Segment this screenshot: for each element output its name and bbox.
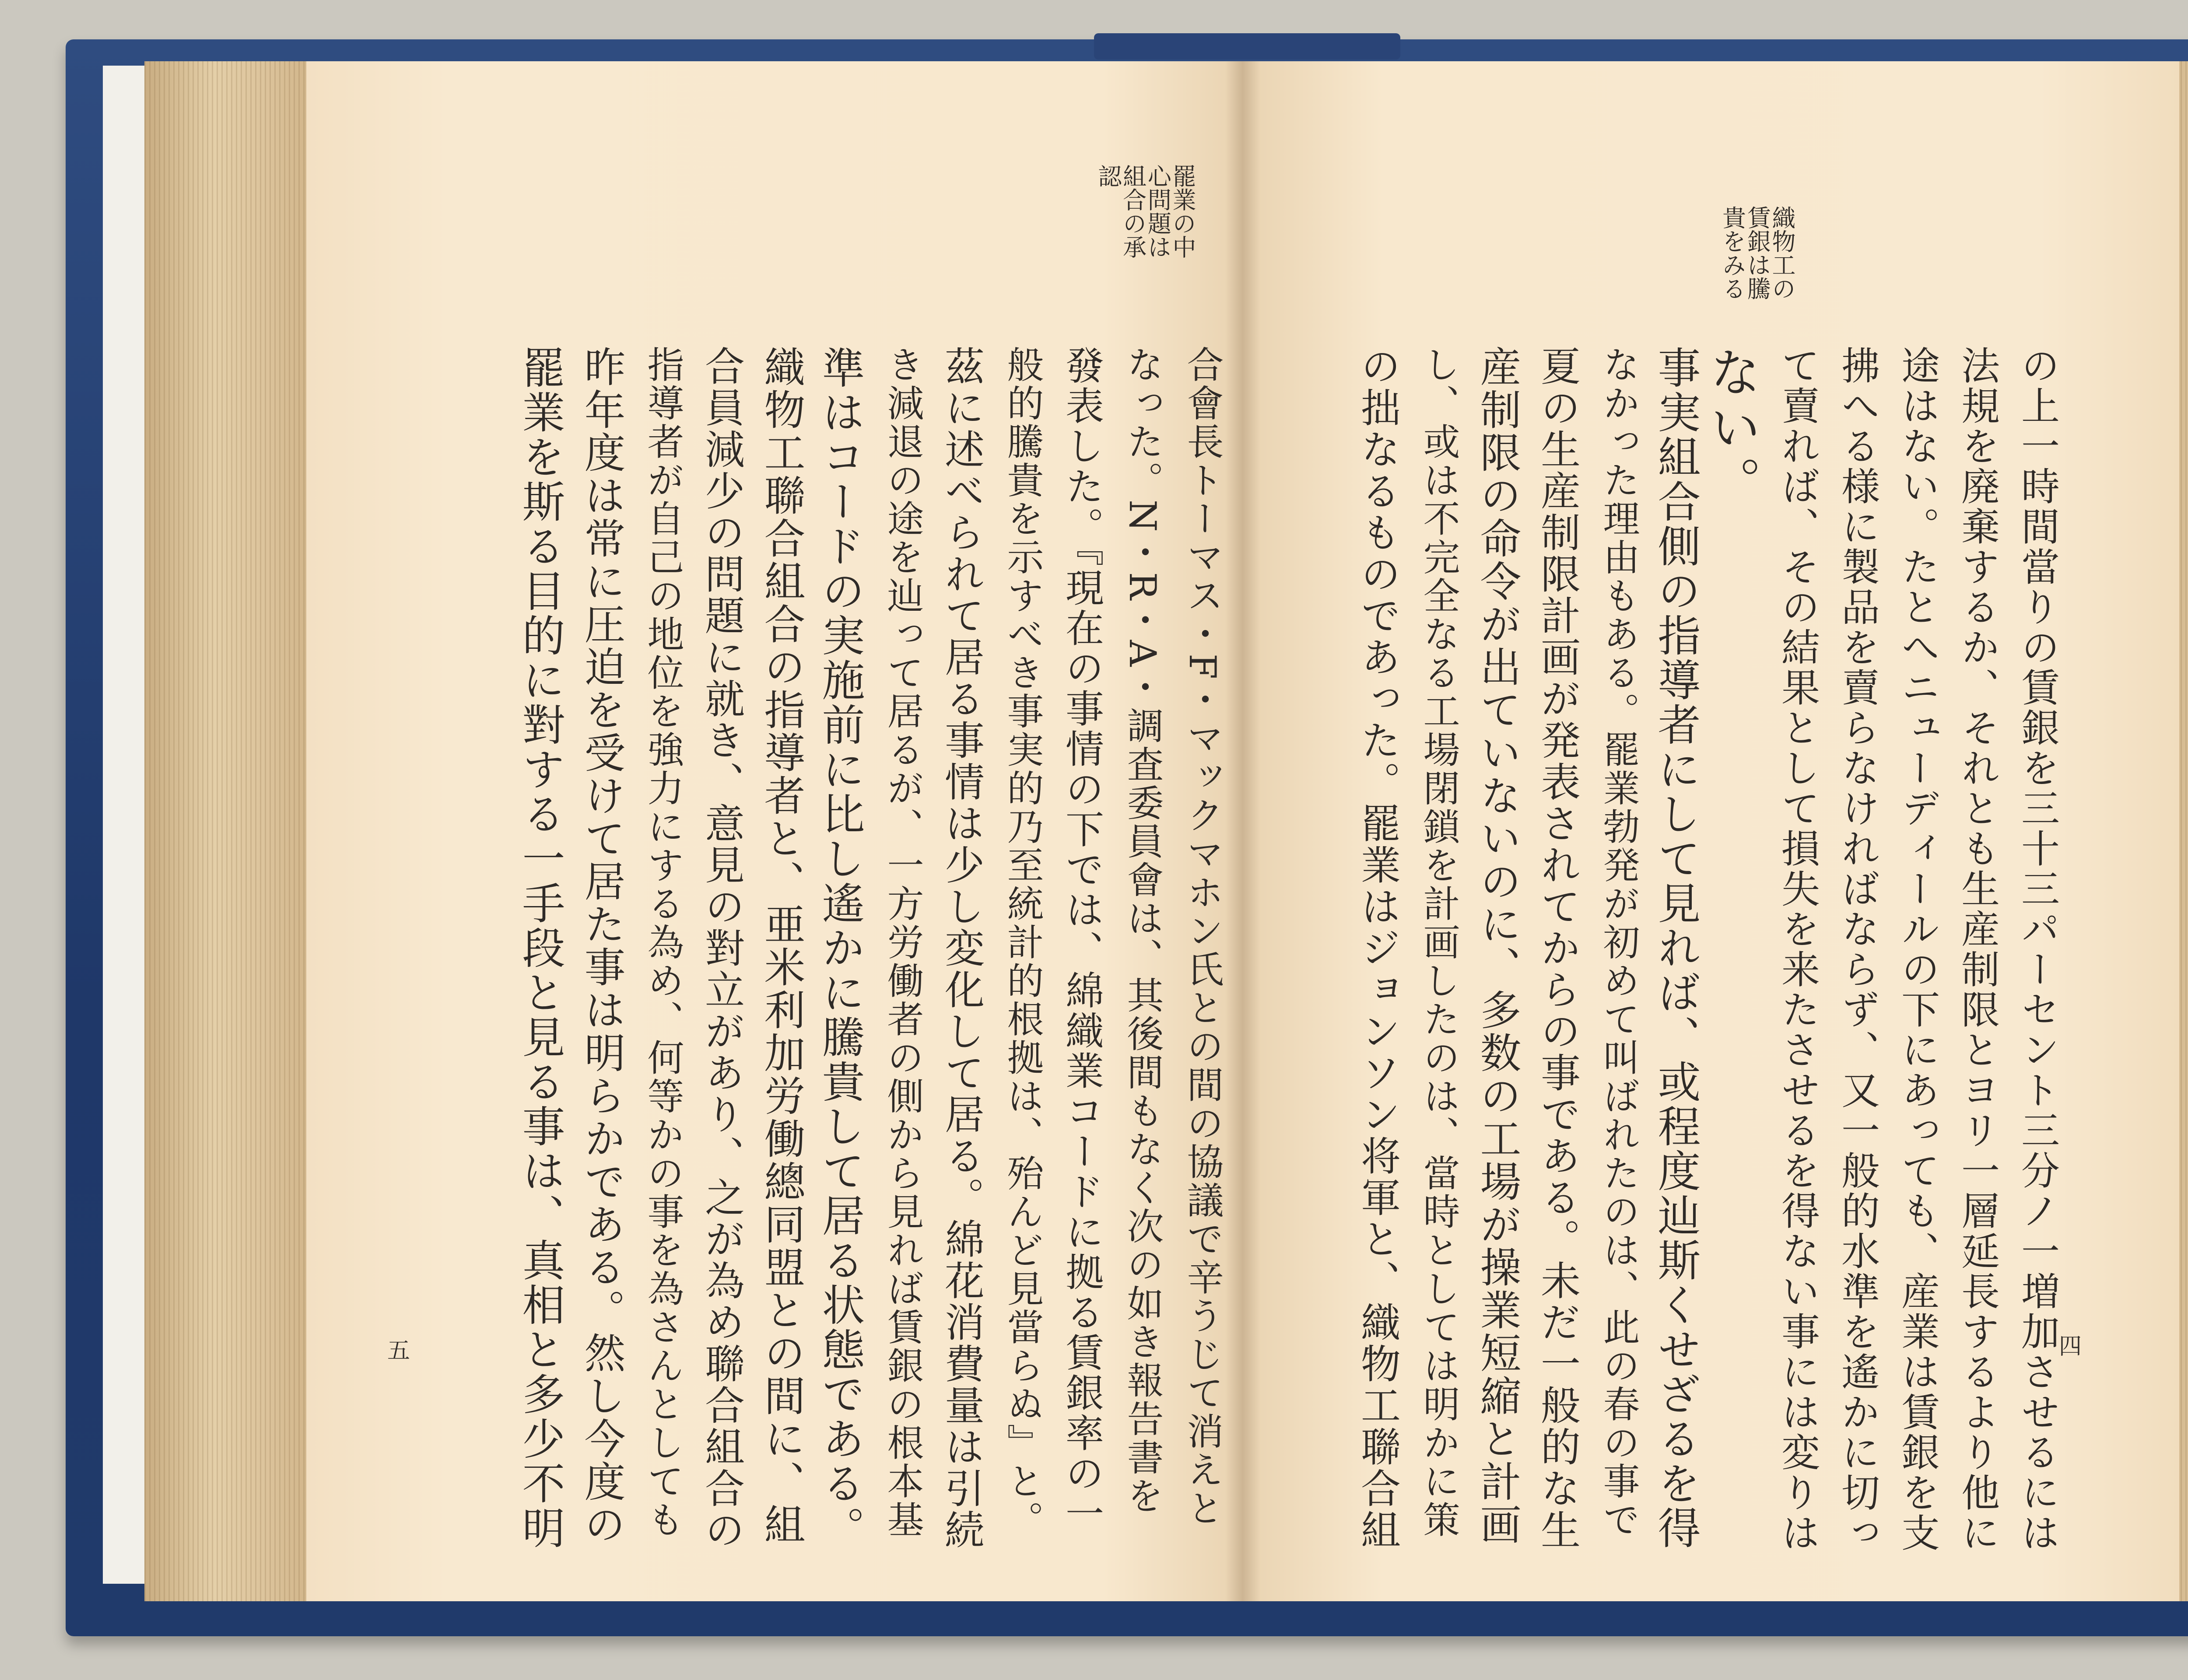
text-column: の拙なるものであった。罷業はジョンソン将軍と、織物工聯合組 (1354, 346, 1400, 1551)
left-page-number: 五 (387, 1338, 410, 1364)
right-page (1243, 61, 2179, 1601)
right-page-number: 四 (2059, 1334, 2082, 1360)
text-column: 合會長トーマス・F・マックマホン氏との間の協議で辛うじて消えと (1181, 346, 1224, 1528)
text-column: 昨年度は常に圧迫を受けて居た事は明らかである。然し今度の (577, 346, 625, 1546)
right-margin-note: 織物工の 賃銀は騰 貴をみる (1718, 206, 1796, 300)
text-column: なかった理由もある。罷業勃発が初めて叫ばれたのは、此の春の事で (1597, 346, 1640, 1539)
text-column: 合員減少の問題に就き、意見の對立があり、之が為め聯合組合の (698, 346, 744, 1551)
text-column: 準はコードの実施前に比し遙かに騰貴して居る状態である。 (815, 346, 865, 1550)
text-column: 指導者が自己の地位を強力にする為め、何等かの事を為さんとしても (642, 346, 684, 1539)
text-column: 産制限の命令が出ていないのに、多数の工場が操業短縮と計画 (1473, 346, 1521, 1546)
text-column: 般的騰貴を示すべき事実的乃至統計的根拠は、殆んど見當らぬ』と。 (1001, 346, 1044, 1539)
text-column: 織物工聯合組合の指導者と、亜米利加労働總同盟との間に、組 (757, 346, 805, 1546)
text-column: 茲に述べられて居る事情は少し変化して居る。綿花消費量は引続 (938, 346, 984, 1551)
text-column: 發表した。『現在の事情の下では、綿織業コードに拠る賃銀率の一 (1059, 346, 1105, 1534)
book-gutter (1225, 61, 1260, 1601)
text-column: ない。 (1701, 346, 1761, 511)
text-column: 事実組合側の指導者にして見れば、或程度辿斯くせざるを得 (1651, 346, 1701, 1550)
text-column: なった。N・R・A・調査委員會は、其後間もなく次の如き報告書を (1121, 346, 1164, 1516)
left-page-stack-edge (144, 61, 319, 1601)
text-column: 途はない。たとへニューディールの下にあっても、産業は賃銀を支 (1895, 346, 1940, 1553)
text-column: 罷業を斯る目的に對する一手段と見る事は、真相と多少不明 (515, 346, 565, 1550)
text-column: 法規を廃棄するか、それとも生産制限とヨリ一層延長するより他に (1955, 346, 2000, 1553)
text-column: 夏の生産制限計画が発表されてからの事である。未だ一般的な生 (1534, 346, 1580, 1551)
left-margin-note: 罷業の中 心問題は 組合の承 認 (1094, 164, 1196, 259)
text-column: き減退の途を辿って居るが、一方労働者の側から見れば賃銀の根本基 (881, 346, 924, 1539)
left-endpaper (103, 66, 151, 1584)
left-page (306, 61, 1243, 1601)
book-spine (1094, 33, 1400, 60)
text-column: て賣れば、その結果として損失を来たさせるを得ない事には変りは (1775, 346, 1820, 1553)
text-column: し、或は不完全なる工場閉鎖を計画したのは、當時としては明かに策 (1417, 346, 1460, 1539)
text-column: 拂へる様に製品を賣らなければならず、又一般的水準を遙かに切っ (1835, 346, 1880, 1553)
text-column: の上一時間當りの賃銀を三十三パーセント三分ノ一増加させるには (2015, 346, 2060, 1553)
